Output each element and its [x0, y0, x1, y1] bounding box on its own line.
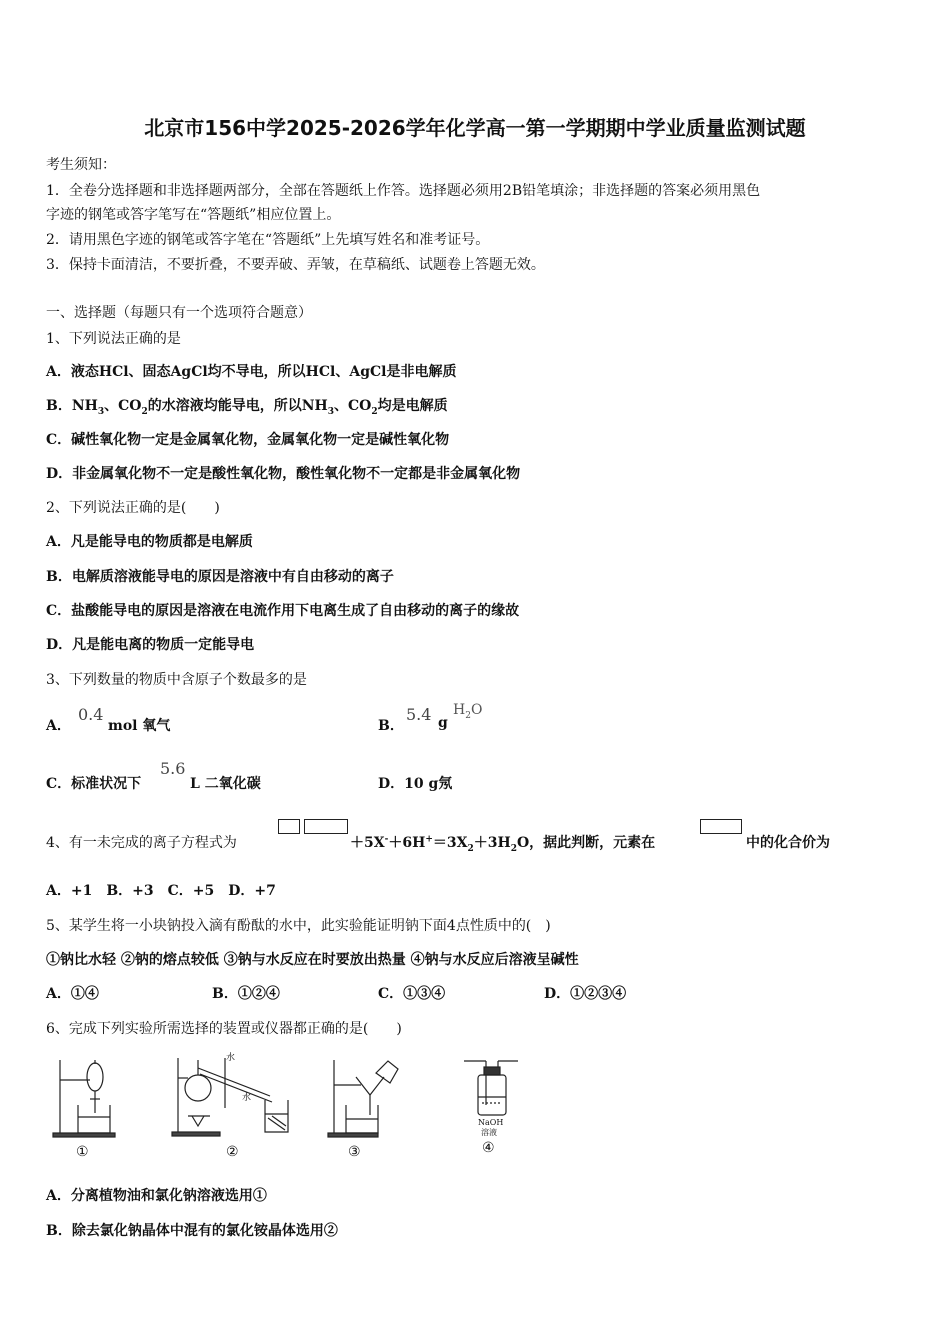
- q2-option-b: B．电解质溶液能导电的原因是溶液中有自由移动的离子: [46, 569, 394, 585]
- apparatus-4-label: ④: [482, 1140, 495, 1156]
- q4-blank-box-2: [304, 819, 348, 834]
- notice-line-1b: 字迹的钢笔或答字笔写在“答题纸”相应位置上。: [46, 207, 341, 223]
- q2-stem: 2、下列说法正确的是( ): [46, 500, 220, 516]
- notice-line-2: 2．请用黑色字迹的钢笔或答字笔在“答题纸”上先填写姓名和准考证号。: [46, 232, 490, 248]
- q3-option-b-unit: g: [438, 715, 448, 731]
- apparatus-2-water-in: 水: [226, 1053, 236, 1063]
- q3-option-c-label: C．标准状况下: [46, 776, 142, 792]
- q6-option-a: A．分离植物油和氯化钠溶液选用①: [46, 1188, 267, 1204]
- q2-option-a: A．凡是能导电的物质都是电解质: [46, 534, 253, 550]
- q2-option-c: C．盐酸能导电的原因是溶液在电流作用下电离生成了自由移动的离子的缘故: [46, 603, 520, 619]
- apparatus-2-label: ②: [226, 1144, 239, 1160]
- q5-stem: 5、某学生将一小块钠投入滴有酚酞的水中，此实验能证明钠下面4点性质中的( ): [46, 918, 551, 934]
- q1-option-b: B．$NH_3$、$CO_2$的水溶液均能导电，所以$NH_3$、$CO_2$均是电解质: [46, 398, 448, 417]
- apparatus-4-reagent-label-1: NaOH: [478, 1118, 504, 1127]
- q1-option-c: C．碱性氧化物一定是金属氧化物，金属氧化物一定是碱性氧化物: [46, 432, 450, 448]
- apparatus-4-gas-washing-bottle: [462, 1055, 522, 1117]
- q6-stem: 6、完成下列实验所需选择的装置或仪器都正确的是( ): [46, 1021, 402, 1037]
- q1-stem: 1、下列说法正确的是: [46, 331, 181, 347]
- q3-option-b-formula: $H_2O$: [453, 702, 483, 721]
- q4-equation: $+5X^-+6H^+=3X_2+3H_2O$，据此判断，元素在: [350, 834, 656, 854]
- apparatus-1-label: ①: [76, 1144, 89, 1160]
- q3-option-a-unit: mol 氧气: [108, 718, 171, 734]
- q2-option-d: D．凡是能电离的物质一定能导电: [46, 637, 255, 653]
- q3-option-b-label: B．: [378, 718, 404, 734]
- q4-options: A．+1 B．+3 C．+5 D．+7: [46, 883, 276, 899]
- section-heading: 一、选择题（每题只有一个选项符合题意）: [46, 305, 312, 321]
- q5-option-a: A．①④: [46, 986, 99, 1002]
- q4-stem: 4、有一未完成的离子方程式为: [46, 835, 237, 851]
- q5-option-d: D．①②③④: [544, 986, 627, 1002]
- q3-option-a-label: A．: [46, 718, 71, 734]
- q5-option-c: C．①③④: [378, 986, 446, 1002]
- q4-blank-box-3: [700, 819, 742, 834]
- q3-option-b-number: 5.4: [406, 705, 432, 724]
- apparatus-2-water-out: 水: [242, 1093, 252, 1103]
- q3-stem: 3、下列数量的物质中含原子个数最多的是: [46, 672, 307, 688]
- notice-heading: 考生须知：: [46, 157, 116, 173]
- notice-line-1a: 1．全卷分选择题和非选择题两部分，全部在答题纸上作答。选择题必须用2B铅笔填涂；非选择题的答案必须用黑色: [46, 183, 761, 199]
- page-title: 北京市156中学2025-2026学年化学高一第一学期期中学业质量监测试题: [144, 116, 806, 140]
- q3-option-d: D．10 g氖: [378, 776, 453, 792]
- q4-blank-box-1: [278, 819, 300, 834]
- q6-option-b: B．除去氯化钠晶体中混有的氯化铵晶体选用②: [46, 1223, 338, 1239]
- apparatus-3-label: ③: [348, 1144, 361, 1160]
- apparatus-4-reagent-label-2: 溶液: [481, 1128, 497, 1137]
- apparatus-3-funnel-beaker: [326, 1055, 406, 1140]
- q3-option-c-unit: L 二氧化碳: [190, 776, 261, 792]
- apparatus-1-separatory-funnel: [50, 1055, 120, 1140]
- q3-option-c-number: 5.6: [160, 759, 186, 778]
- q1-option-a: A．液态HCl、固态AgCl均不导电，所以HCl、AgCl是非电解质: [46, 364, 457, 380]
- q1-option-d: D．非金属氧化物不一定是酸性氧化物，酸性氧化物不一定都是非金属氧化物: [46, 466, 521, 482]
- q3-option-a-number: 0.4: [78, 705, 104, 724]
- q5-option-b: B．①②④: [212, 986, 280, 1002]
- notice-line-3: 3．保持卡面清洁，不要折叠，不要弄破、弄皱，在草稿纸、试题卷上答题无效。: [46, 257, 545, 273]
- q4-stem-end: 中的化合价为: [746, 835, 830, 851]
- q5-facts: ①钠比水轻 ②钠的熔点较低 ③钠与水反应在时要放出热量 ④钠与水反应后溶液呈碱性: [46, 952, 579, 968]
